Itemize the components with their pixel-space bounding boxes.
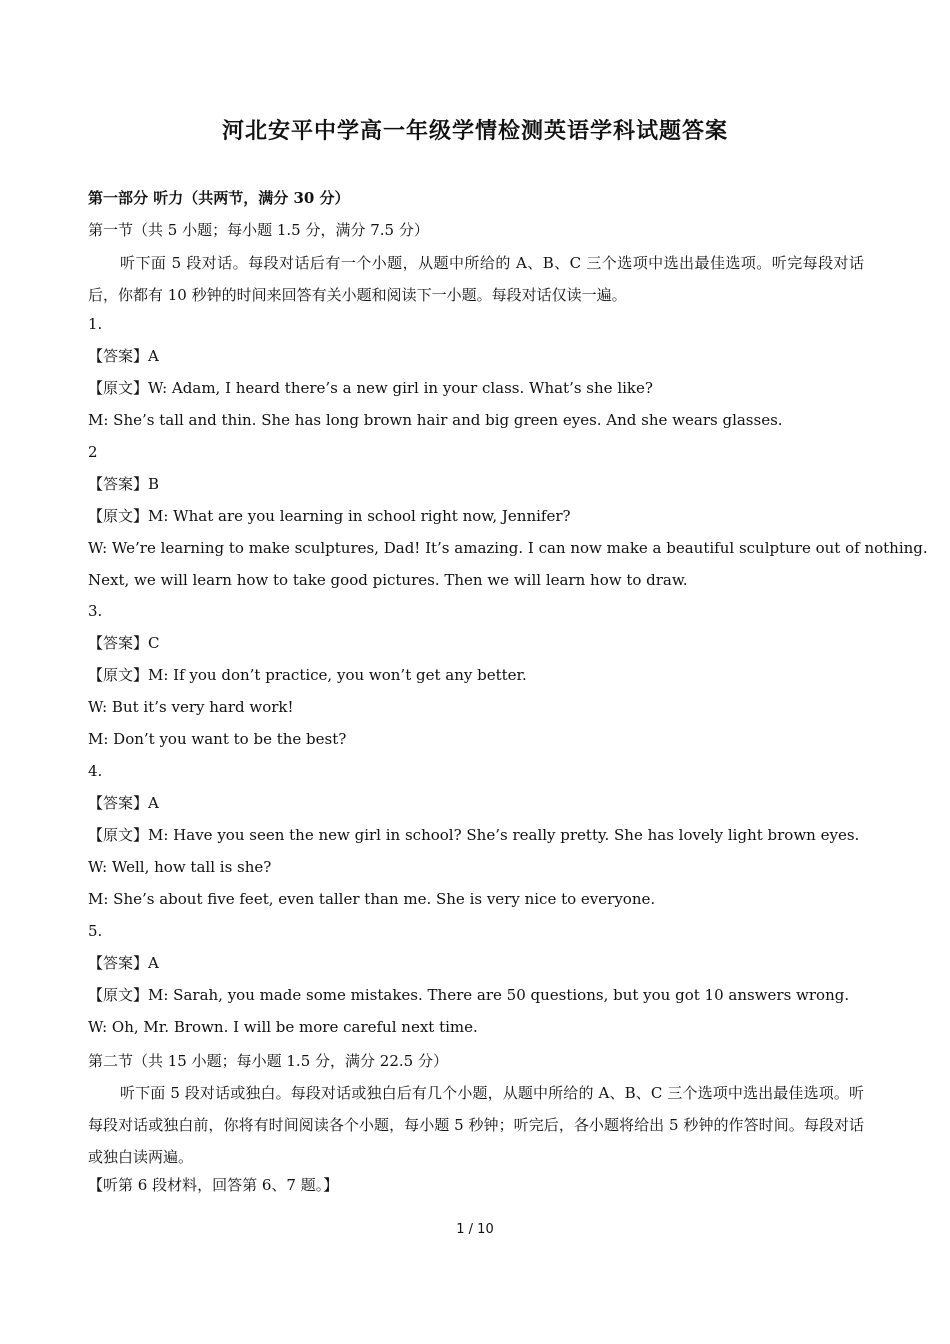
transcript-line: 【原文】M: Have you seen the new girl in school? She’s really pretty. She has lovely light brown eyes.	[88, 826, 860, 844]
section1-heading: 第一节（共 5 小题；每小题 1.5 分，满分 7.5 分）	[88, 221, 429, 239]
transcript-line: 【原文】W: Adam, I heard there’s a new girl in your class. What’s she like?	[88, 379, 653, 397]
question-number: 2	[88, 443, 98, 461]
part1-heading: 第一部分 听力（共两节，满分 30 分）	[88, 189, 350, 207]
answer-line: 【答案】C	[88, 634, 160, 652]
transcript-line: W: We’re learning to make sculptures, Dad! It’s amazing. I can now make a beautiful sculpture out of nothing.	[88, 539, 928, 557]
transcript-line: M: She’s tall and thin. She has long brown hair and big green eyes. And she wears glasses.	[88, 411, 783, 429]
question-number: 3.	[88, 602, 103, 620]
transcript-line: M: She’s about five feet, even taller than me. She is very nice to everyone.	[88, 890, 656, 908]
question-number: 5.	[88, 922, 103, 940]
transcript-line: W: But it’s very hard work!	[88, 698, 294, 716]
question-number: 4.	[88, 762, 103, 780]
answer-line: 【答案】B	[88, 475, 160, 493]
transcript-line: Next, we will learn how to take good pictures. Then we will learn how to draw.	[88, 571, 688, 589]
transcript-line: W: Well, how tall is she?	[88, 858, 272, 876]
transcript-line: 【原文】M: Sarah, you made some mistakes. There are 50 questions, but you got 10 answers wrong.	[88, 986, 850, 1004]
section2-heading: 第二节（共 15 小题；每小题 1.5 分，满分 22.5 分）	[88, 1052, 448, 1070]
transcript-line: M: Don’t you want to be the best?	[88, 730, 347, 748]
page-number: 1 / 10	[456, 1222, 494, 1237]
transcript-line: 【原文】M: What are you learning in school right now, Jennifer?	[88, 507, 571, 525]
transcript-line: W: Oh, Mr. Brown. I will be more careful next time.	[88, 1018, 478, 1036]
question-number: 1.	[88, 315, 103, 333]
transcript-line: 【原文】M: If you don’t practice, you won’t get any better.	[88, 666, 527, 684]
answer-line: 【答案】A	[88, 794, 159, 812]
answer-line: 【答案】A	[88, 347, 159, 365]
page-title: 河北安平中学高一年级学情检测英语学科试题答案	[221, 119, 728, 144]
answer-line: 【答案】A	[88, 954, 159, 972]
section2-instructions: 听下面 5 段对话或独白。每段对话或独白后有几个小题，从题中所给的 A、B、C 三个选项中选出最佳选项。听每段对话或独白前，你将有时间阅读各个小题，每小题 5 秒钟；听完后，各小题将给出 5 秒钟的作答时间。每段对话或独白读两遍。	[88, 1084, 864, 1166]
material-heading: 【听第 6 段材料，回答第 6、7 题。】	[88, 1176, 339, 1194]
section1-instructions: 听下面 5 段对话。每段对话后有一个小题，从题中所给的 A、B、C 三个选项中选出最佳选项。听完每段对话后，你都有 10 秒钟的时间来回答有关小题和阅读下一小题。每段对话仅读一遍。	[88, 254, 864, 304]
